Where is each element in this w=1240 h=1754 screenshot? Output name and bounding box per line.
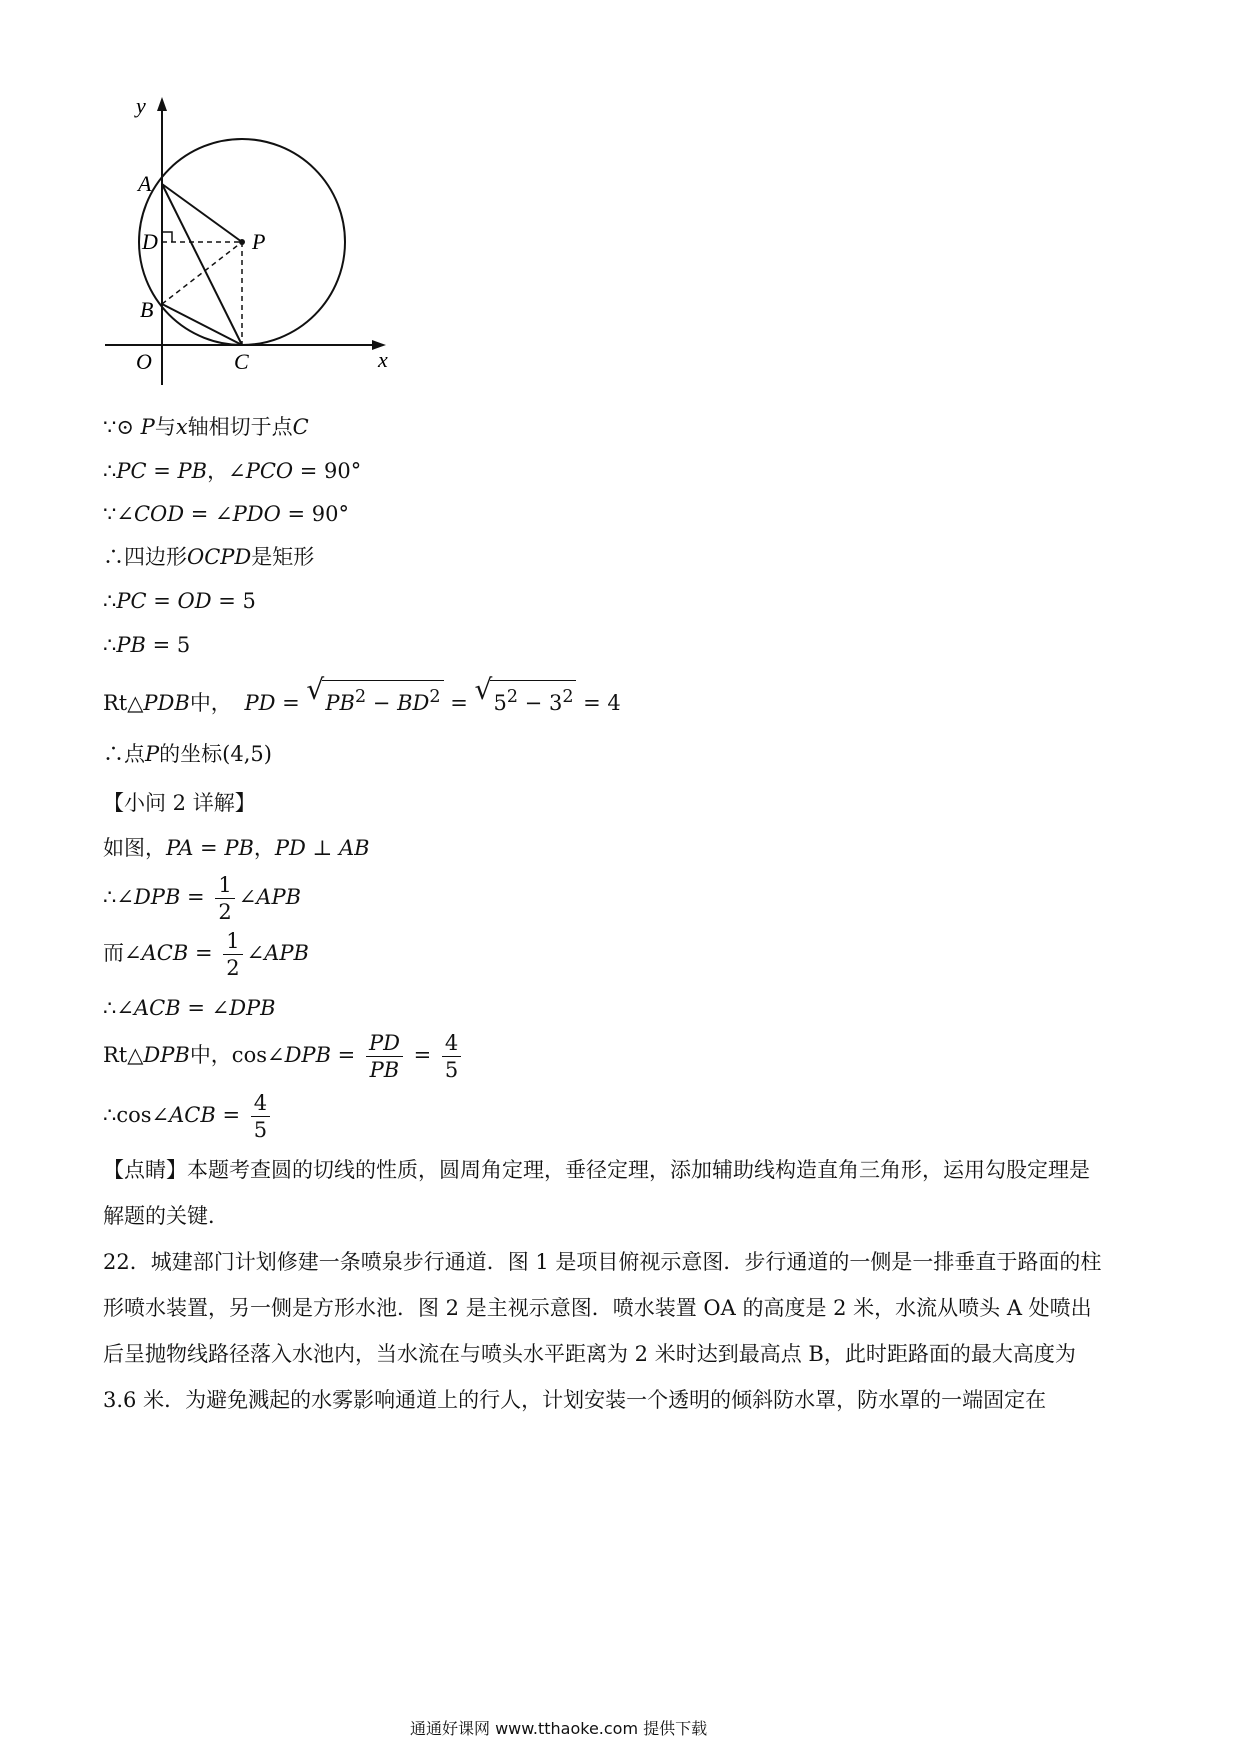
text: ， — [207, 459, 229, 483]
fraction — [251, 1090, 270, 1143]
label-p: P — [252, 229, 266, 254]
sol2-line5 — [103, 1030, 465, 1083]
text: Rt△ — [103, 691, 144, 715]
text: ⊥ — [305, 836, 339, 860]
math: PB — [116, 633, 146, 657]
text: = 90° — [280, 502, 349, 526]
circle-symbol: ⊙ — [116, 415, 134, 439]
segment-bc — [162, 304, 242, 345]
math: PA — [166, 836, 194, 860]
denominator: PB — [369, 1058, 400, 1082]
math: P — [145, 742, 160, 766]
math: ∠PDO — [215, 502, 281, 526]
section2-title: 【小问 2 详解】 — [103, 791, 256, 815]
text: ∴四边形 — [103, 545, 187, 569]
math: 2 — [506, 687, 518, 707]
label-d: D — [142, 229, 158, 254]
text: = 5 — [145, 633, 191, 657]
y-axis-arrow — [157, 97, 167, 111]
numerator: PD — [366, 1030, 403, 1057]
text: ∵ — [103, 502, 117, 526]
math: P — [140, 415, 155, 439]
math: PDB — [143, 691, 190, 715]
text: = 90° — [293, 459, 362, 483]
text: = 4 — [583, 691, 621, 715]
text: ∴ — [103, 589, 117, 613]
math: PD — [244, 691, 276, 715]
math: ∠DPB — [116, 885, 181, 909]
text: = — [180, 996, 212, 1020]
math: 2 — [354, 687, 367, 707]
math: 5 — [493, 691, 507, 715]
math: ∠APB — [246, 941, 309, 965]
math: PC — [116, 589, 147, 613]
text: Rt△ — [103, 1043, 144, 1067]
text: 而 — [103, 941, 124, 965]
numerator: 4 — [442, 1030, 461, 1057]
numerator: 4 — [251, 1090, 270, 1117]
segment-ac — [162, 184, 242, 345]
comment-tag: 【点睛】 — [103, 1158, 187, 1182]
text: 的坐标 — [159, 742, 223, 766]
math: PD — [274, 836, 306, 860]
math: BD — [397, 691, 430, 715]
text: = — [215, 1103, 247, 1127]
denominator: 5 — [253, 1118, 268, 1142]
sol1-line8 — [103, 740, 272, 768]
text: = — [146, 459, 178, 483]
text: = — [184, 502, 216, 526]
math: PB — [224, 836, 254, 860]
label-b: B — [140, 297, 154, 322]
text: = — [146, 589, 178, 613]
text: 中，cos — [189, 1043, 267, 1067]
math: PB — [177, 459, 208, 483]
math: 2 — [562, 687, 574, 707]
numerator: 1 — [215, 872, 234, 899]
text: ∴ — [103, 885, 117, 909]
footer-text: 通通好课网 www.tthaoke.com 提供下载 — [410, 1719, 708, 1738]
text: 与 — [154, 415, 176, 439]
point-p — [239, 239, 245, 245]
text: ∴cos — [103, 1103, 152, 1127]
segment-bp — [162, 242, 242, 304]
math: PC — [116, 459, 147, 483]
text: 是矩形 — [251, 545, 315, 569]
math: PB — [325, 691, 355, 715]
sol1-line6 — [103, 631, 190, 659]
math: DPB — [143, 1043, 190, 1067]
sol2-line2 — [103, 872, 301, 925]
denominator: 5 — [444, 1058, 459, 1082]
math: ∠ACB — [151, 1103, 216, 1127]
math: 2 — [429, 687, 441, 707]
text: 轴相切于点 — [187, 415, 293, 439]
math: OD — [177, 589, 212, 613]
geometry-figure — [100, 95, 410, 395]
text: = 5 — [211, 589, 256, 613]
text: ∴ — [103, 996, 117, 1020]
label-a: A — [138, 171, 152, 196]
sqrt-2: √ $5^2 - 3^2$ — [474, 680, 576, 717]
text: = — [406, 1043, 438, 1067]
math: ∠DPB — [267, 1043, 331, 1067]
text: = — [450, 691, 475, 715]
text: − — [366, 691, 398, 715]
fraction — [442, 1030, 461, 1083]
math: OCPD — [187, 545, 252, 569]
text: 如图， — [103, 836, 166, 860]
math: ∠PCO — [228, 459, 294, 483]
sol1-line4 — [103, 543, 314, 571]
math: 3 — [548, 691, 563, 715]
math: ∠DPB — [211, 996, 276, 1020]
label-x: x — [378, 347, 388, 372]
sol2-line4 — [103, 994, 276, 1022]
text: = — [180, 885, 212, 909]
text: ∴ — [103, 459, 117, 483]
text: 中， — [189, 691, 232, 715]
problem-22: 22．城建部门计划修建一条喷泉步行通道．图 1 是项目俯视示意图．步行通道的一侧是一排垂直于路面的柱形喷水装置，另一侧是方形水池．图 2 是主视示意图．喷水装置 OA 的高度是 2 米，水流从喷头 A 处喷出后呈抛物线路径落入水池内，当水流在与喷头水平距离为 2 米时达到最高点 B，此时距路面的最大高度为 3.6 米．为避免溅起的水雾影响通道上的行人，计划安装一个透明的倾斜防水罩，防水罩的一端固定在 — [103, 1250, 1102, 1412]
sol2-line3 — [103, 928, 309, 981]
text: ∵ — [103, 415, 117, 439]
numerator: 1 — [223, 928, 242, 955]
label-y: y — [136, 95, 146, 118]
sol1-line2 — [103, 457, 361, 485]
fraction — [223, 928, 242, 981]
sol1-line1 — [103, 413, 309, 441]
text: ∴ — [103, 633, 117, 657]
math: ∠ACB — [116, 996, 181, 1020]
text: = — [275, 691, 307, 715]
text: = — [188, 941, 220, 965]
math: x — [175, 415, 188, 439]
math: ∠ACB — [124, 941, 189, 965]
sqrt-1: √ $PB^2 - BD^2$ — [306, 680, 443, 717]
denominator: 2 — [226, 956, 240, 980]
math: AB — [338, 836, 370, 860]
sol2-line1 — [103, 834, 370, 862]
comment-paragraph — [103, 1147, 1103, 1239]
sol1-line7 — [103, 673, 621, 717]
math: ∠APB — [238, 885, 302, 909]
fraction — [366, 1030, 403, 1083]
comment-text: 本题考查圆的切线的性质，圆周角定理，垂径定理，添加辅助线构造直角三角形，运用勾股定理是解题的关键． — [103, 1158, 1090, 1228]
label-o: O — [136, 349, 152, 374]
segment-ap — [162, 184, 242, 242]
text: ∴点 — [103, 742, 145, 766]
text: − — [517, 691, 549, 715]
text: = — [193, 836, 225, 860]
sol1-line3 — [103, 500, 349, 528]
text: = — [331, 1043, 362, 1067]
sol2-line6 — [103, 1090, 274, 1143]
math: ∠COD — [116, 502, 185, 526]
math: C — [292, 415, 309, 439]
denominator: 2 — [218, 900, 232, 924]
sol1-line5 — [103, 587, 256, 615]
right-angle-mark — [162, 232, 172, 242]
text: ， — [253, 836, 275, 860]
math: (4,5) — [222, 742, 272, 766]
label-c: C — [234, 349, 249, 374]
fraction — [215, 872, 234, 925]
